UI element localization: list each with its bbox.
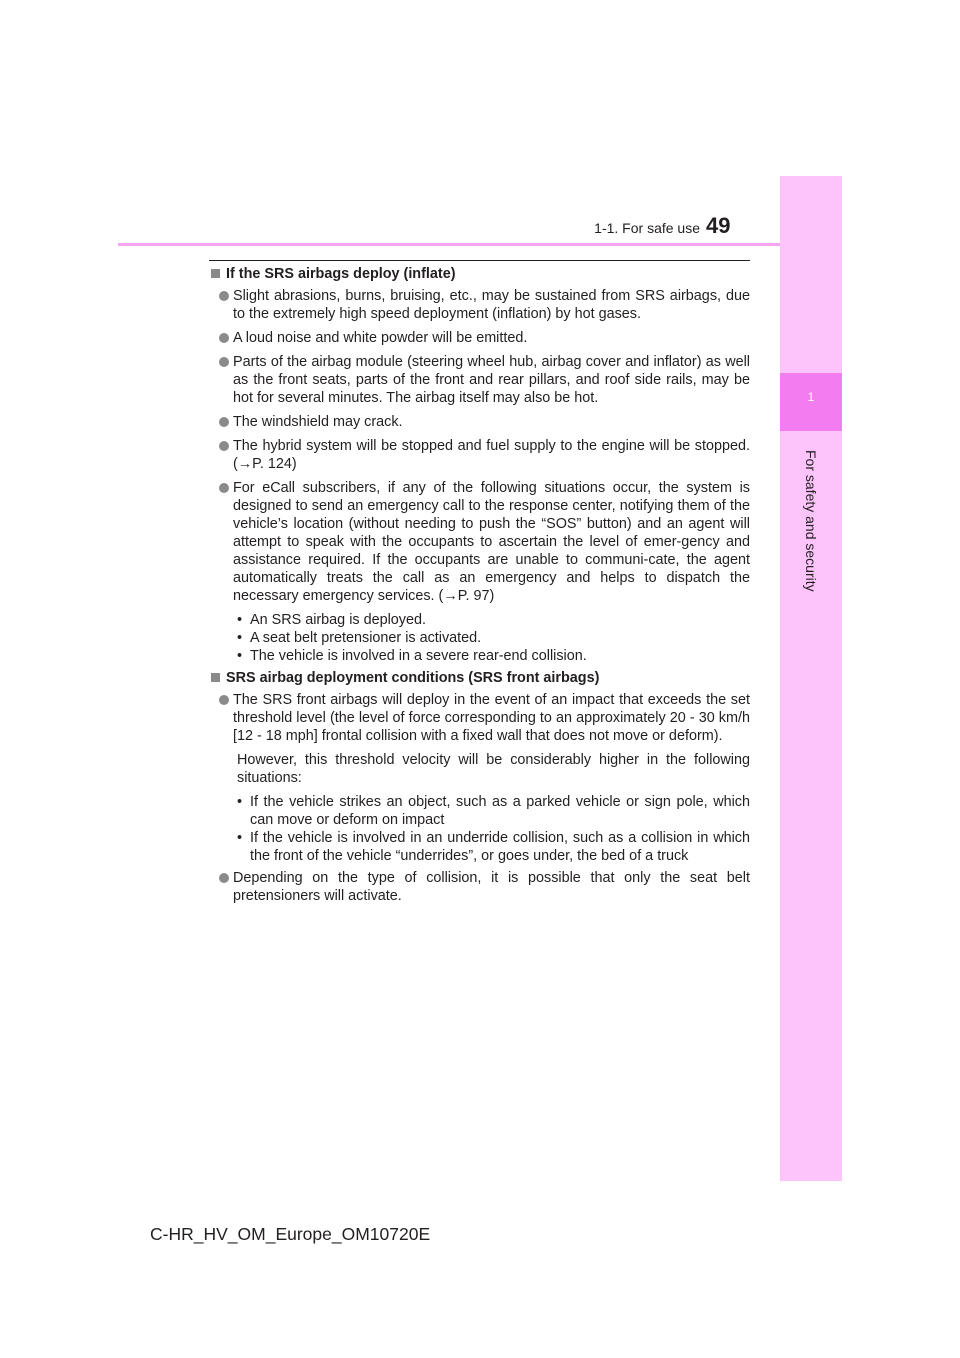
- sub-list-item: • If the vehicle is involved in an underride collision, such as a collision in which the front of the vehicle “underrides”, or goes under, the bed of a truck: [237, 830, 750, 864]
- list-item: Slight abrasions, burns, bruising, etc., may be sustained from SRS airbags, due to the extremely high speed deployment (inflation) by hot gases.: [211, 287, 750, 323]
- content-top-rule: [209, 260, 750, 261]
- square-bullet-icon: [211, 673, 220, 682]
- header-divider: [118, 243, 780, 246]
- circle-bullet-icon: [219, 695, 229, 705]
- page-number: 49: [706, 213, 731, 238]
- circle-bullet-icon: [219, 291, 229, 301]
- circle-bullet-icon: [219, 333, 229, 343]
- list-item: A loud noise and white powder will be emitted.: [211, 329, 750, 347]
- sub-list: [211, 793, 750, 865]
- chapter-side-tab: [780, 176, 842, 1181]
- circle-bullet-icon: [219, 357, 229, 367]
- document-id: C-HR_HV_OM_Europe_OM10720E: [150, 1224, 431, 1244]
- circle-bullet-icon: [219, 483, 229, 493]
- square-bullet-icon: [211, 269, 220, 278]
- page-content: [211, 265, 750, 911]
- sub-list: [211, 611, 750, 665]
- chapter-title: For safety and security: [803, 450, 819, 592]
- section-heading: If the SRS airbags deploy (inflate): [211, 265, 750, 283]
- list-item: Depending on the type of collision, it is possible that only the seat belt pretensioners will activate.: [211, 869, 750, 905]
- circle-bullet-icon: [219, 441, 229, 451]
- sub-list-item: • An SRS airbag is deployed.: [237, 612, 426, 628]
- list-item: The SRS front airbags will deploy in the event of an impact that exceeds the set threshold level (the level of force corresponding to an approximately 20 - 30 km/h [12 - 18 mph] frontal collision with a fixed wall that does not move or deform).: [211, 691, 750, 745]
- sub-list-item: • The vehicle is involved in a severe rear-end collision.: [237, 648, 587, 664]
- sub-list-item: • If the vehicle strikes an object, such as a parked vehicle or sign pole, which can move or deform on impact: [237, 794, 750, 828]
- list-item: For eCall subscribers, if any of the following situations occur, the system is designed to send an emergency call to the response center, notifying them of the vehicle’s location (without needing to push the “SOS” button) and an agent will attempt to speak with the occupants to ascertain the level of emer-gency and assistance required. If the occupants are unable to communi-cate, the agent automatically treats the call as an emergency and helps to dispatch the necessary emergency services. (→P. 97): [211, 479, 750, 605]
- sub-list-item: • A seat belt pretensioner is activated.: [237, 630, 482, 646]
- list-item: Parts of the airbag module (steering wheel hub, airbag cover and inflator) as well as the front seats, parts of the front and rear pillars, and roof side rails, may be hot for several minutes. The airbag itself may also be hot.: [211, 353, 750, 407]
- circle-bullet-icon: [219, 417, 229, 427]
- circle-bullet-icon: [219, 873, 229, 883]
- section-heading: SRS airbag deployment conditions (SRS front airbags): [211, 669, 750, 687]
- paragraph: However, this threshold velocity will be considerably higher in the following situations:: [237, 752, 750, 786]
- list-item: The hybrid system will be stopped and fuel supply to the engine will be stopped. (→P. 124): [211, 437, 750, 473]
- list-item: The windshield may crack.: [211, 413, 750, 431]
- chapter-number: 1: [807, 390, 815, 404]
- section-label: 1-1. For safe use: [594, 220, 700, 236]
